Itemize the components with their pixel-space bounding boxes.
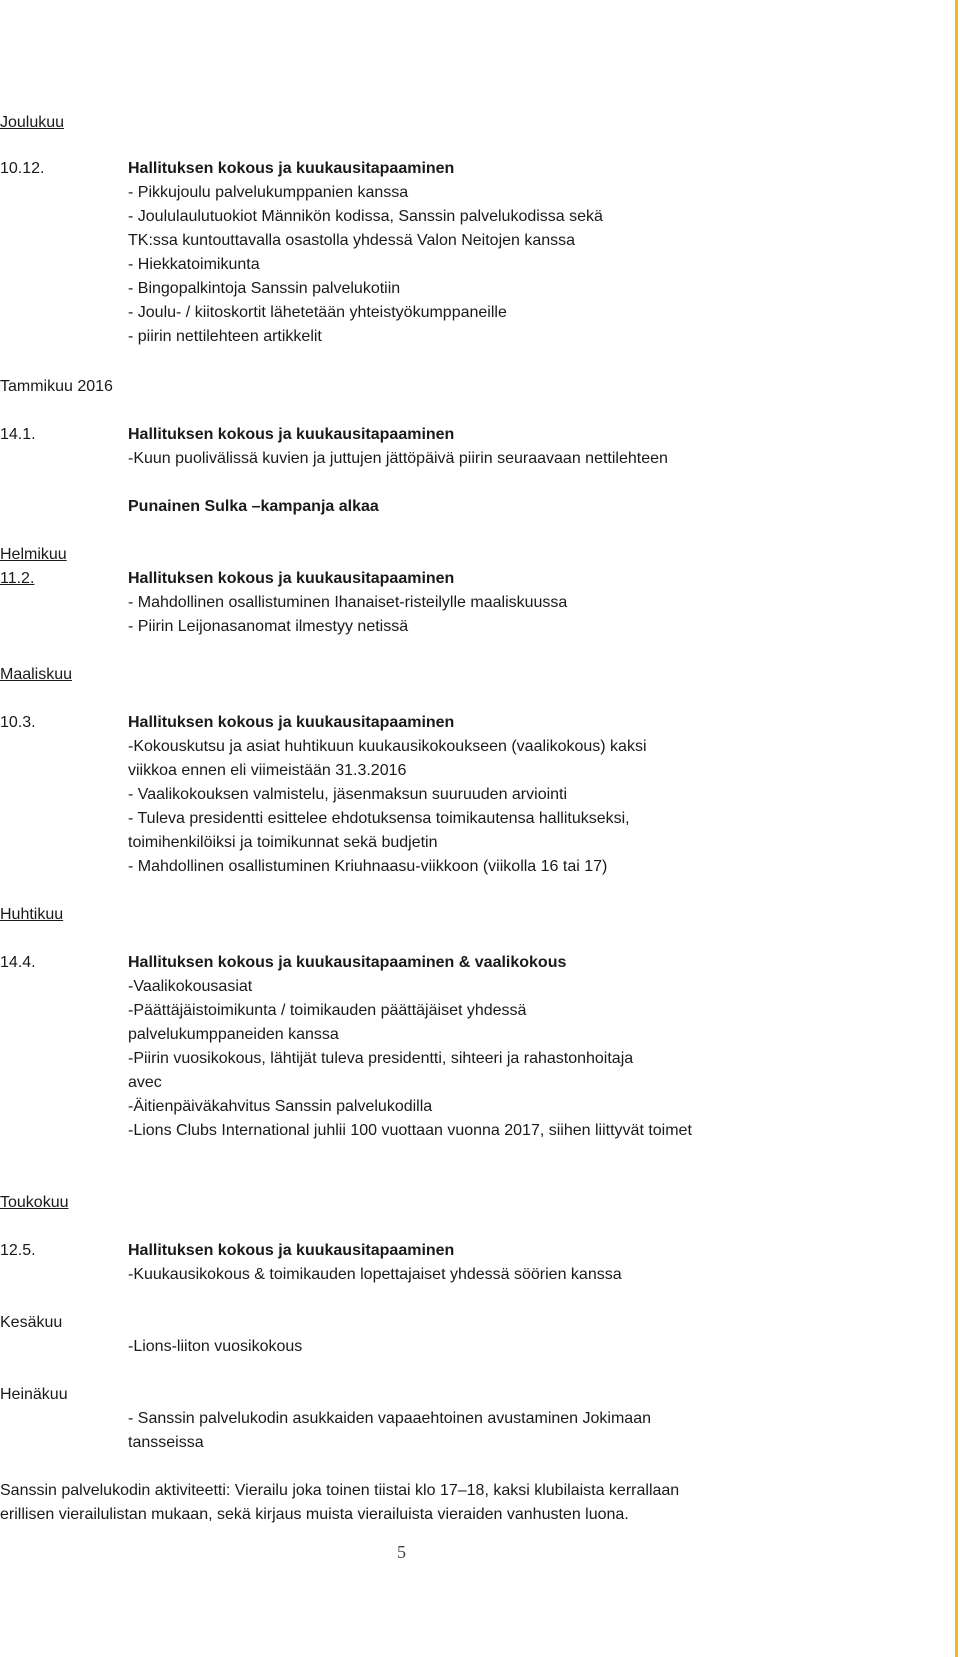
list-item: toimihenkilöiksi ja toimikunnat sekä budjetin [128, 834, 438, 851]
list-item: - Mahdollinen osallistuminen Ihanaiset-risteilylle maaliskuussa [128, 594, 568, 611]
month-heading-may: Toukokuu [0, 1194, 69, 1211]
date-dec: 10.12. [0, 160, 45, 177]
list-item: -Lions-liiton vuosikokous [128, 1338, 303, 1355]
month-heading-apr: Huhtikuu [0, 906, 64, 923]
list-item: - Sanssin palvelukodin asukkaiden vapaaehtoinen avustaminen Jokimaan [128, 1410, 651, 1427]
date-mar: 10.3. [0, 714, 36, 731]
list-item: -Äitienpäiväkahvitus Sanssin palvelukodilla [128, 1098, 433, 1115]
list-item: -Kuun puolivälissä kuvien ja juttujen jättöpäivä piirin seuraavaan nettilehteen [128, 450, 668, 467]
date-apr: 14.4. [0, 954, 36, 971]
date-feb: 11.2. [0, 570, 35, 587]
month-heading-feb: Helmikuu [0, 546, 67, 563]
meeting-heading-feb: Hallituksen kokous ja kuukausitapaaminen [128, 570, 455, 587]
list-item: - Tuleva presidentti esittelee ehdotuksensa toimikautensa hallitukseksi, [128, 810, 630, 827]
list-item: -Piirin vuosikokous, lähtijät tuleva presidentti, sihteeri ja rahastonhoitaja [128, 1050, 634, 1067]
list-item: - Pikkujoulu palvelukumppanien kanssa [128, 184, 409, 201]
meeting-heading-mar: Hallituksen kokous ja kuukausitapaaminen [128, 714, 455, 731]
footer-line: Sanssin palvelukodin aktiviteetti: Vierailu joka toinen tiistai klo 17–18, kaksi klubilaista kerrallaan [0, 1482, 680, 1499]
meeting-heading-dec: Hallituksen kokous ja kuukausitapaaminen [128, 160, 455, 177]
list-item: - Joulu- / kiitoskortit lähetetään yhteistyökumppaneille [128, 304, 507, 321]
list-item: tansseissa [128, 1434, 204, 1451]
meeting-heading-apr: Hallituksen kokous ja kuukausitapaaminen & vaalikokous [128, 954, 567, 971]
list-item: - Joululaulutuokiot Männikön kodissa, Sanssin palvelukodissa sekä [128, 208, 603, 225]
list-item: palvelukumppaneiden kanssa [128, 1026, 339, 1043]
list-item: - Mahdollinen osallistuminen Kriuhnaasu-viikkoon (viikolla 16 tai 17) [128, 858, 608, 875]
date-may: 12.5. [0, 1242, 36, 1259]
month-heading-jul: Heinäkuu [0, 1386, 68, 1403]
list-item: viikkoa ennen eli viimeistään 31.3.2016 [128, 762, 407, 779]
month-heading-jan: Tammikuu 2016 [0, 378, 113, 395]
meeting-heading-jan: Hallituksen kokous ja kuukausitapaaminen [128, 426, 455, 443]
list-item: TK:ssa kuntouttavalla osastolla yhdessä Valon Neitojen kanssa [128, 232, 576, 249]
list-item: -Päättäjäistoimikunta / toimikauden päättäjäiset yhdessä [128, 1002, 527, 1019]
list-item: -Kokouskutsu ja asiat huhtikuun kuukausikokoukseen (vaalikokous) kaksi [128, 738, 647, 755]
month-heading-dec: Joulukuu [0, 114, 65, 131]
list-item: - Vaalikokouksen valmistelu, jäsenmaksun suuruuden arviointi [128, 786, 568, 803]
list-item: - Piirin Leijonasanomat ilmestyy netissä [128, 618, 409, 635]
month-heading-jun: Kesäkuu [0, 1314, 63, 1331]
list-item: - Hiekkatoimikunta [128, 256, 260, 273]
meeting-heading-may: Hallituksen kokous ja kuukausitapaaminen [128, 1242, 455, 1259]
page-edge-rule [955, 0, 958, 1657]
list-item: - piirin nettilehteen artikkelit [128, 328, 322, 345]
date-jan: 14.1. [0, 426, 36, 443]
month-heading-mar: Maaliskuu [0, 666, 73, 683]
campaign-heading: Punainen Sulka –kampanja alkaa [128, 498, 379, 515]
list-item: -Vaalikokousasiat [128, 978, 253, 995]
footer-line: erillisen vierailulistan mukaan, sekä kirjaus muista vierailuista vieraiden vanhusten luona. [0, 1506, 629, 1523]
page-number: 5 [397, 1542, 406, 1562]
list-item: avec [128, 1074, 162, 1091]
list-item: -Lions Clubs International juhlii 100 vuottaan vuonna 2017, siihen liittyvät toimet [128, 1122, 692, 1139]
list-item: - Bingopalkintoja Sanssin palvelukotiin [128, 280, 401, 297]
list-item: -Kuukausikokous & toimikauden lopettajaiset yhdessä söörien kanssa [128, 1266, 622, 1283]
